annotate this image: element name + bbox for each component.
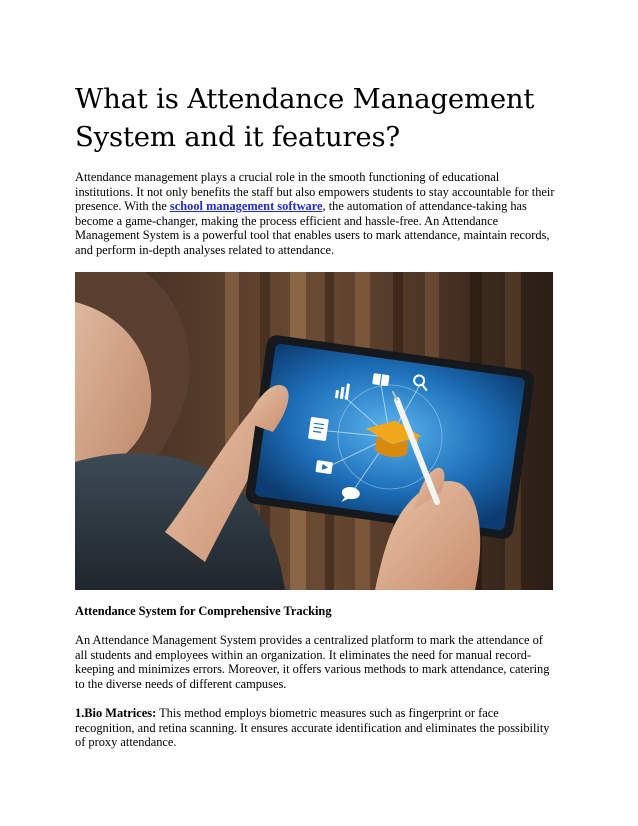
method-paragraph (75, 706, 557, 750)
document-icon (308, 417, 329, 441)
school-management-software-link[interactable]: school management software (169, 199, 323, 214)
section-paragraph: An Attendance Management System provides a centralized platform to mark the attendance of all students and employees within an organization. It eliminates the need for manual record-keeping and minimizes errors. Moreover, it offers various methods to mark attendance, catering to the diverse needs of different campuses. (75, 633, 550, 691)
page-title: What is Attendance Management System and it features? (75, 83, 535, 153)
intro-paragraph (75, 170, 557, 258)
tablet-education-photo (75, 272, 553, 590)
intro-text-end: , the automation of attendance-taking has become a game-changer, making the process efficient and hassle-free. An Attendance Management System is a powerful tool that enables users to mark attendance, maintain records, and perform in-depth analyses related to attendance. (75, 199, 550, 257)
intro-text-start: Attendance management plays a crucial role in the smooth functioning of educational institutions. It not only benefits the staff but also empowers students to stay accountable for their presence. With the (75, 170, 555, 214)
book-icon (372, 373, 389, 386)
method-label: 1.Bio Matrices: (75, 706, 157, 720)
method-text: This method employs biometric measures such as fingerprint or face recognition, and retina scanning. It ensures accurate identification and eliminates the possibility of proxy attendance. (75, 706, 550, 750)
section-heading: Attendance System for Comprehensive Tracking (75, 604, 332, 618)
video-icon (315, 460, 333, 474)
photo-illustration (75, 272, 553, 590)
